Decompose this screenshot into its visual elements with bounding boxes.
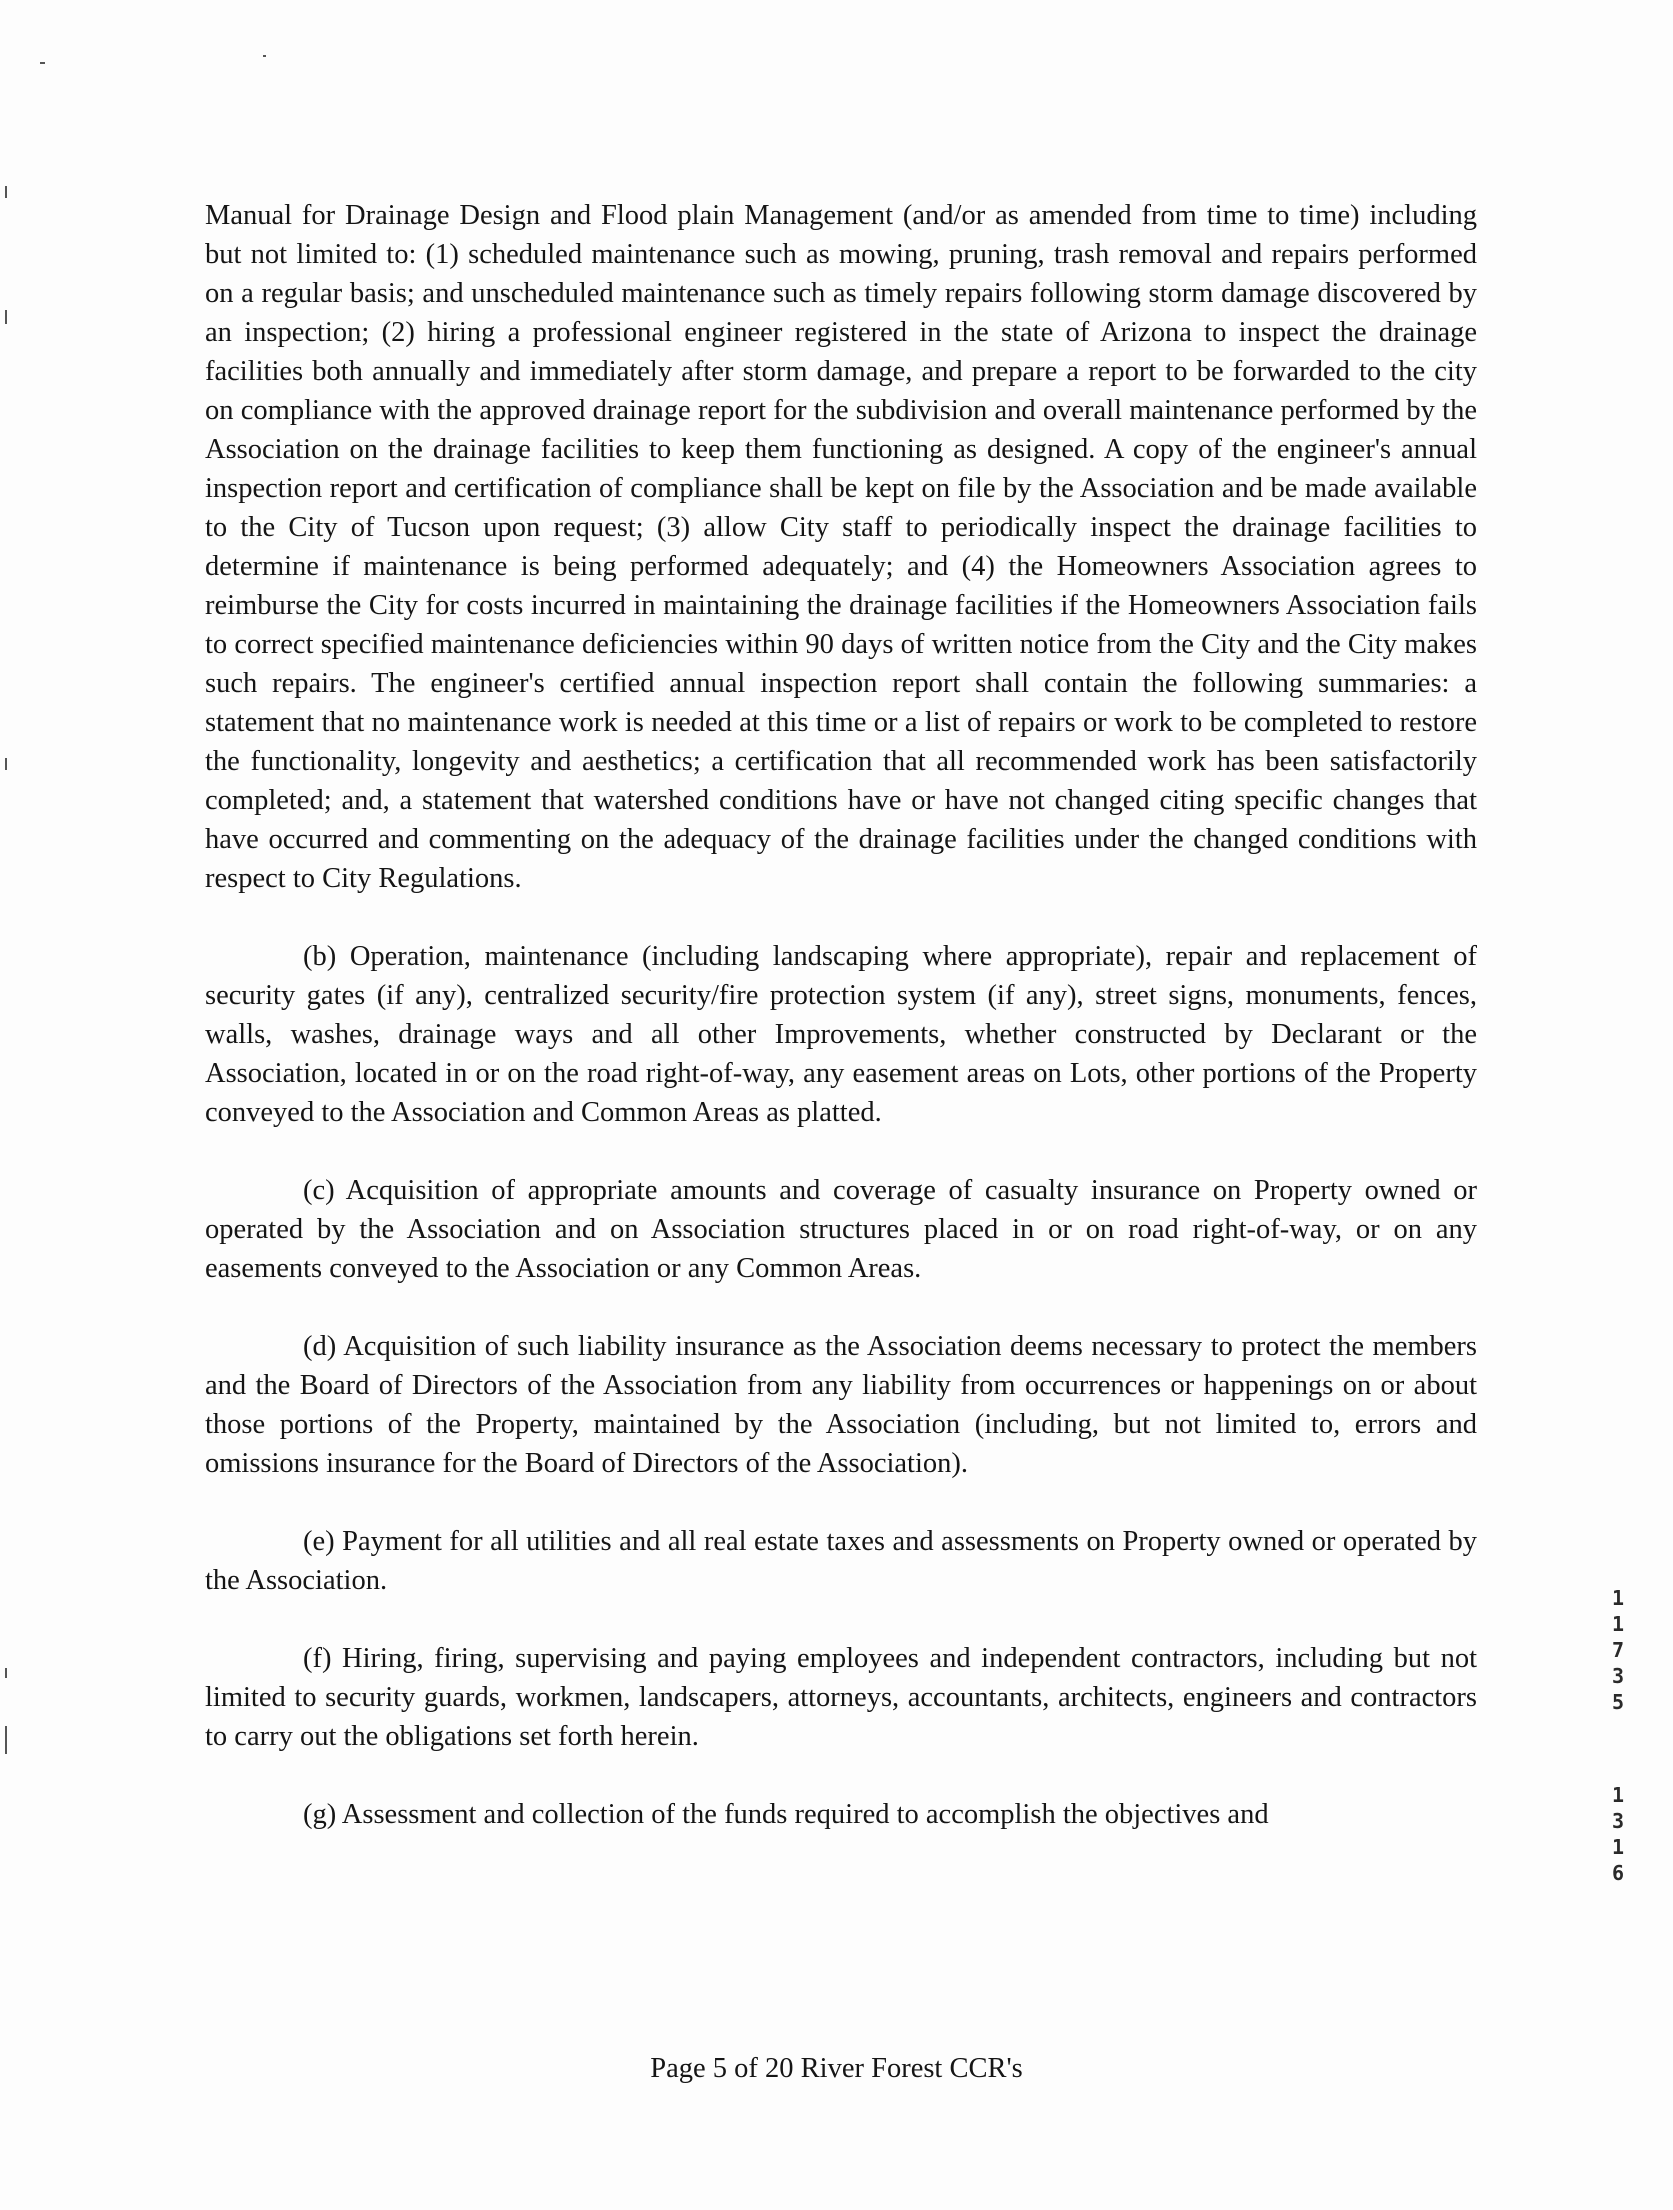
paragraph-drainage-maintenance: Manual for Drainage Design and Flood plain Management (and/or as amended from time to time) including but not limited to: (1) scheduled maintenance such as mowing, pruning, trash removal and repairs performed on a regular basis; and unscheduled maintenance such as timely repairs following storm damage discovered by an inspection; (2) hiring a professional engineer registered in the state of Arizona to inspect the drainage facilities both annually and immediately after storm damage, and prepare a report to be forwarded to the city on compliance with the approved drainage report for the subdivision and overall maintenance performed by the Association on the drainage facilities to keep them functioning as designed. A copy of the engineer's annual inspection report and certification of compliance shall be kept on file by the Association and be made available to the City of Tucson upon request; (3) allow City staff to periodically inspect the drainage facilities to determine if maintenance is being performed adequately; and (4) the Homeowners Association agrees to reimburse the City for costs incurred in maintaining the drainage facilities if the Homeowners Association fails to correct specified maintenance deficiencies within 90 days of written notice from the City and the City makes such repairs. The engineer's certified annual inspection report shall contain the following summaries: a statement that no maintenance work is needed at this time or a list of repairs or work to be completed to restore the functionality, longevity and aesthetics; a certification that all recommended work has been satisfactorily completed; and, a statement that watershed conditions have or have not changed citing specific changes that have occurred and commenting on the adequacy of the drainage facilities under the changed conditions with respect to City Regulations. [205, 200, 1477, 894]
paragraph-f-hiring: (f) Hiring, firing, supervising and paying employees and independent contractors, including but not limited to security guards, workmen, landscapers, attorneys, accountants, architects, engineers and contractors to carry out the obligations set forth herein. [205, 1643, 1477, 1752]
recording-stamp-top [1612, 1588, 1624, 1718]
scan-speck [263, 55, 266, 57]
paragraph-e-utilities-taxes: (e) Payment for all utilities and all real estate taxes and assessments on Property owned or operated by the Association. [205, 1526, 1477, 1596]
paragraph-b-operation-maintenance: (b) Operation, maintenance (including landscaping where appropriate), repair and replacement of security gates (if any), centralized security/fire protection system (if any), street signs, monuments, fences, walls, washes, drainage ways and all other Improvements, whether constructed by Declarant or the Association, located in or on the road right-of-way, any easement areas on Lots, other portions of the Property conveyed to the Association and Common Areas as platted. [205, 941, 1477, 1128]
stamp-digit: 1 [1612, 1586, 1625, 1610]
scan-speck [40, 62, 45, 64]
stamp-digit: 7 [1612, 1638, 1625, 1662]
scan-speck [5, 758, 7, 770]
paragraph-g-assessment: (g) Assessment and collection of the funds required to accomplish the objectives and [303, 1799, 1269, 1830]
stamp-digit: 6 [1612, 1861, 1625, 1885]
stamp-digit: 5 [1612, 1690, 1625, 1714]
scan-speck [5, 1668, 7, 1678]
stamp-digit: 1 [1612, 1783, 1625, 1807]
scan-speck [5, 186, 7, 198]
stamp-digit: 1 [1612, 1612, 1625, 1636]
stamp-digit: 3 [1612, 1809, 1625, 1833]
scan-speck [5, 1726, 7, 1754]
recording-stamp-bottom [1612, 1785, 1624, 1889]
paragraph-c-casualty-insurance: (c) Acquisition of appropriate amounts and coverage of casualty insurance on Property owned or operated by the Association and on Association structures placed in or on road right-of-way, or on any easements conveyed to the Association or any Common Areas. [205, 1175, 1477, 1284]
page-footer: Page 5 of 20 River Forest CCR's [650, 2053, 1023, 2084]
stamp-digit: 1 [1612, 1835, 1625, 1859]
stamp-digit: 3 [1612, 1664, 1625, 1688]
paragraph-d-liability-insurance: (d) Acquisition of such liability insurance as the Association deems necessary to protect the members and the Board of Directors of the Association from any liability from occurrences or happenings on or about those portions of the Property, maintained by the Association (including, but not limited to, errors and omissions insurance for the Board of Directors of the Association). [205, 1331, 1477, 1479]
scan-speck [5, 310, 7, 324]
document-body [205, 196, 1477, 1834]
